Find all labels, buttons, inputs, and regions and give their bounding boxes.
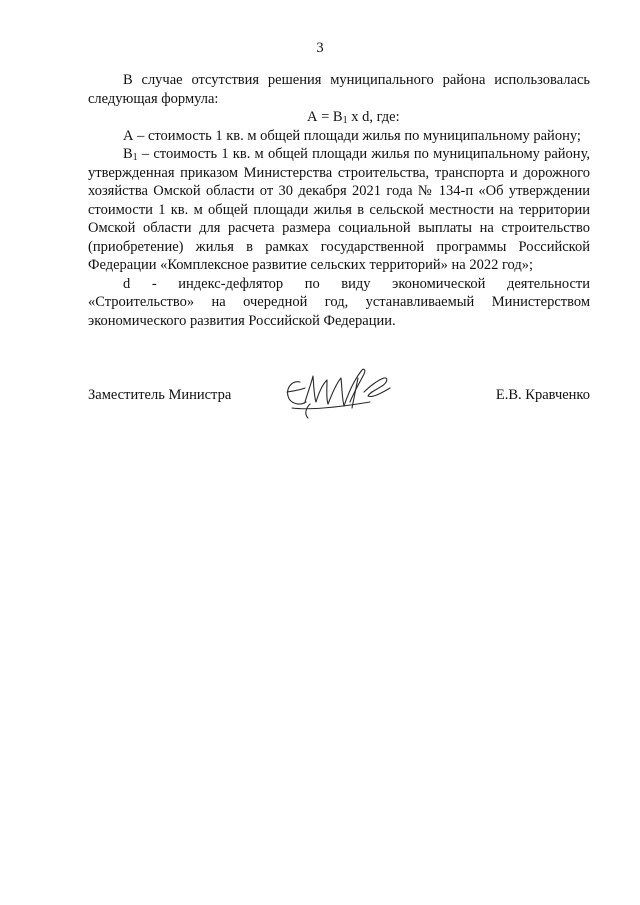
formula [88,108,590,127]
page-number: 3 [316,40,324,56]
definition-a: А – стоимость 1 кв. м общей площади жилья по муниципальному району; [123,127,581,144]
signatory-name: Е.В. Кравченко [495,387,590,403]
formula-left: А = В [307,109,343,125]
definition-b1 [88,145,590,275]
definition-d: d - индекс-дефлятор по виду экономической деятельности «Строительство» на очередной год, устанавливаемый Министерством экономического развития Российской Федерации. [88,275,590,329]
definition-b1-symbol: В [123,146,133,162]
formula-right: х d, где: [347,109,400,125]
definition-b1-subscript: 1 [132,152,138,163]
definition-b1-text: – стоимость 1 кв. м общей площади жилья по муниципальному району, утвержденная приказом Министерства строительства, транспорта и дорожного хозяйства Омской области от 30 декабря 2021 года № 134-п «Об утверждении стоимости 1 кв. м общей площади жилья в сельской местности на территории Омской области для расчета размера социальной выплаты на строительство (приобретение) жилья в рамках государственной программы Российской Федерации «Комплексное развитие сельских территорий» на 2022 год»; [88,146,590,273]
handwritten-signature [278,358,396,424]
formula-subscript: 1 [342,115,348,126]
document-body [88,71,590,330]
signatory-position: Заместитель Министра [88,387,232,403]
paragraph-intro: В случае отсутствия решения муниципального района использовалась следующая формула: [88,72,590,107]
